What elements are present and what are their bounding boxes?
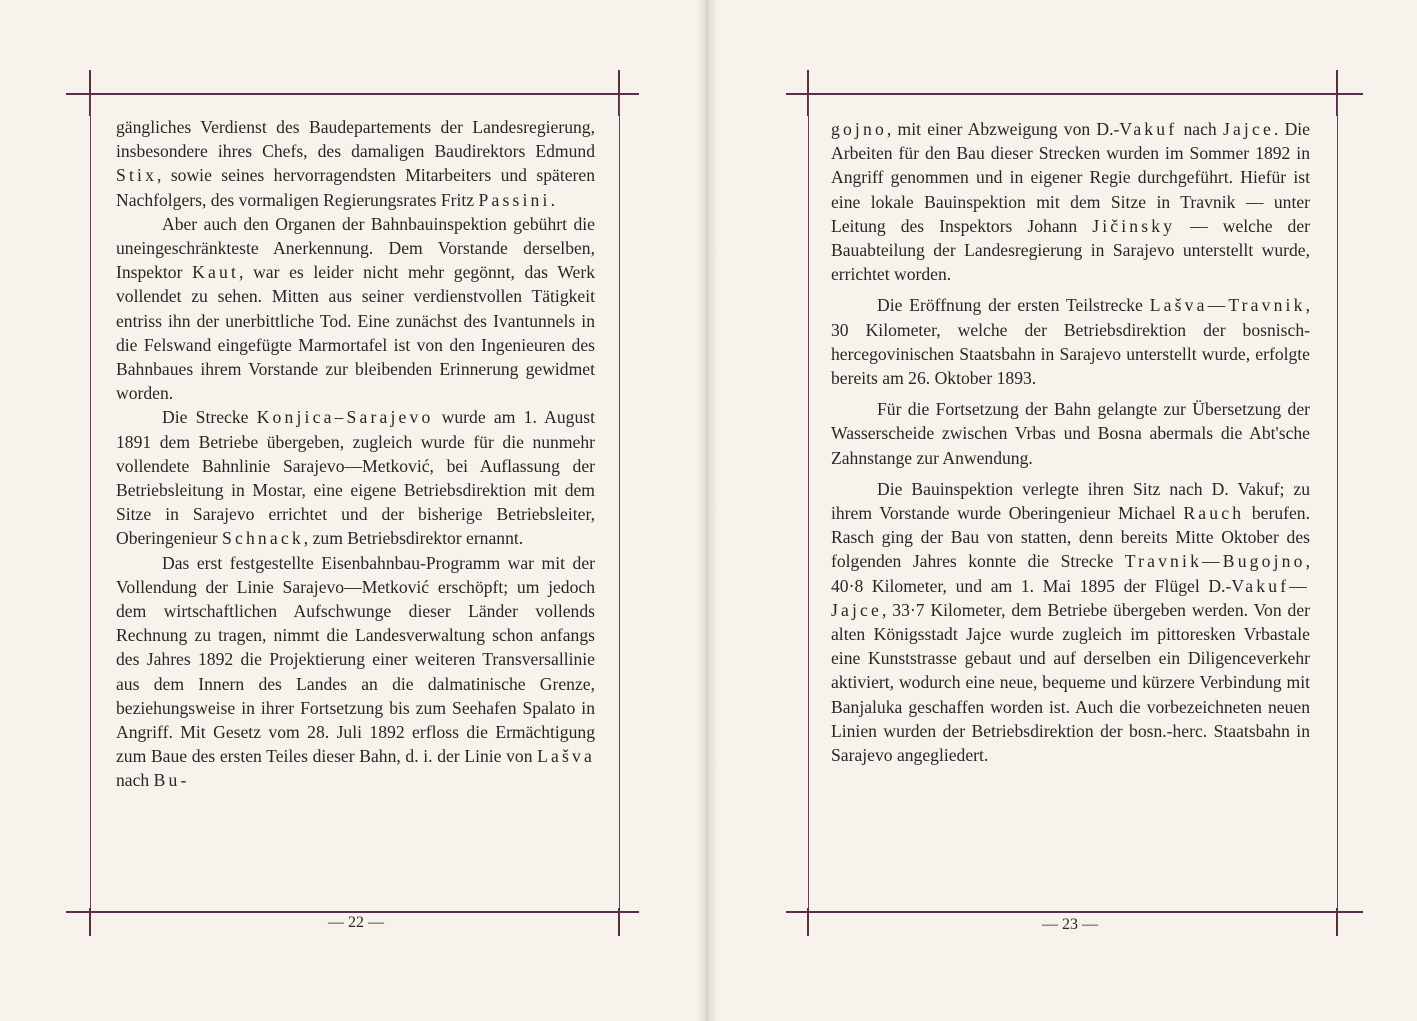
text-run: , war es leider nicht mehr gegönnt, das Werk vollendet zu sehen. Mitten aus seiner verdienstvollen Tätigkeit entriss ihn der unerbittliche Tod. Eine zunächst des Ivantunnels in die Felswand eingefügte Marmortafel ist von den Ingenieuren des Bahnbaues ihrem Vorstande zur bleibenden Erinnerung gewidmet worden. (116, 262, 595, 404)
spaced-name: Konjica–Sarajevo (256, 407, 434, 428)
paragraph (831, 397, 1310, 470)
page-number-22: — 22 — (328, 914, 384, 931)
paragraph (831, 477, 1310, 767)
left-frame-left (90, 95, 91, 912)
text-run: nach (116, 770, 154, 791)
spaced-name: Vakuf (1119, 119, 1178, 139)
right-frame-right (1337, 95, 1338, 912)
right-top-rule (786, 93, 1363, 95)
text-run: berufen. Rasch ging der Bau von statten, denn bereits Mitte Oktober des folgenden Jahres konnte die Strecke (831, 503, 1310, 572)
right-bottom-tick-right (1336, 908, 1338, 936)
text-run: gängliches Verdienst des Baudepartements der Landesregierung, insbesondere ihres Chefs, des damaligen Baudirektors Edmund (116, 117, 595, 162)
paragraph (116, 551, 595, 793)
paragraph (831, 117, 1310, 286)
text-run: , 33·7 Kilometer, dem Betriebe übergeben werden. Von der alten Königsstadt Jajce wurde zugleich im pittoresken Vrbastale eine Kunststrasse gebaut und auf derselben ein Diligenceverkehr aktiviert, wodurch eine neue, bequeme und kürzere Verbindung mit Banjaluka geschaffen worden ist. Auch die vorbezeichneten neuen Linien wurden der Betriebsdirektion der bosn.-herc. Staatsbahn in Sarajevo angegliedert. (831, 599, 1310, 766)
spaced-name: Rauch (1183, 503, 1245, 524)
right-bottom-rule (786, 911, 1363, 913)
text-run: nach (1177, 119, 1223, 139)
left-body-text (116, 115, 595, 793)
spaced-name: Travnik—Bugojno (1124, 551, 1306, 572)
text-run: Die Strecke (162, 407, 257, 428)
spaced-name: Bu- (153, 770, 190, 791)
left-bottom-rule (66, 911, 639, 913)
spaced-name: Lašva—Travnik (1149, 295, 1306, 316)
left-page (0, 0, 700, 1021)
text-run: Das erst festgestellte Eisenbahnbau-Programm war mit der Vollendung der Linie Sarajevo—Metković erschöpft; um jedoch dem wirtschaftlichen Aufschwunge dieser Länder vollends Rechnung zu tragen, nimmt die Landesverwaltung schon anfangs des Jahres 1892 die Projektierung einer weiteren Transversallinie aus dem Innern des Landes an die dalmatinische Grenze, beziehungsweise in ihrer Fortsetzung bis zum Seehafen Spalato in Angriff. Mit Gesetz vom 28. Juli 1892 erfloss die Ermächtigung zum Baue des ersten Teiles dieser Bahn, d. i. der Linie von (116, 552, 595, 767)
left-bottom-tick-left (89, 908, 91, 936)
paragraph (116, 115, 595, 212)
text-run: Die Bauinspektion verlegte ihren Sitz nach D. Vakuf; zu ihrem Vorstande wurde Oberingenieur Michael (831, 478, 1310, 524)
text-run: , 40·8 Kilometer, und am 1. Mai 1895 der Flügel D.- (831, 551, 1310, 596)
right-bottom-tick-left (807, 908, 809, 936)
text-run: Für die Fortsetzung der Bahn gelangte zur Übersetzung der Wasserscheide zwischen Vrbas und Bosna abermals die Abt'sche Zahnstange zur Anwendung. (831, 399, 1310, 468)
spaced-name: Jičinsky (1092, 215, 1176, 236)
text-run: , mit einer Abzweigung von D.- (886, 119, 1120, 139)
spaced-name: gojno (831, 119, 887, 139)
spaced-name: Vakuf—Jajce (831, 575, 1310, 620)
paragraph (116, 405, 595, 550)
text-run: Die Eröffnung der ersten Teilstrecke (877, 295, 1150, 316)
right-body-text (831, 117, 1310, 767)
spaced-name: Passini (478, 189, 551, 210)
left-frame-right (619, 95, 620, 912)
paragraph (831, 293, 1310, 390)
paragraph (116, 212, 595, 406)
page-number-23: — 23 — (1042, 916, 1098, 933)
left-bottom-tick-right (618, 908, 620, 936)
spaced-name: Jajce (1222, 119, 1274, 139)
spaced-name: Schnack (222, 528, 304, 549)
left-top-rule (66, 93, 639, 95)
text-run: Aber auch den Organen der Bahnbauinspektion gebührt die uneingeschränkteste Anerkennung. Dem Vorstande derselben, Inspektor (116, 213, 595, 283)
spaced-name: Stix (116, 165, 158, 186)
right-frame-left (808, 95, 809, 912)
text-run: — welche der Bauabteilung der Landesregierung in Sarajevo unterstellt wurde, errichtet worden. (831, 215, 1310, 285)
text-run: , zum Betriebsdirektor ernannt. (303, 528, 524, 549)
spaced-name: Lašva (537, 746, 595, 767)
text-run: , 30 Kilometer, welche der Betriebsdirektion der bosnisch-hercegovinischen Staatsbahn in Sarajevo unterstellt wurde, erfolgte bereits am 26. Oktober 1893. (831, 295, 1310, 389)
spaced-name: Kaut (192, 262, 239, 283)
text-run: . Die Arbeiten für den Bau dieser Strecken wurden im Sommer 1892 in Angriff genommen und in eigener Regie durchgeführt. Hiefür ist eine lokale Bauinspektion mit dem Sitze in Travnik — unter Leitung des Inspektors Johann (831, 119, 1310, 236)
text-run: . (550, 189, 555, 210)
text-run: , sowie seines hervorragendsten Mitarbeiters und späteren Nachfolgers, des vormaligen Regierungsrates Fritz (116, 165, 595, 210)
text-run: wurde am 1. August 1891 dem Betriebe übergeben, zugleich wurde für die nunmehr vollendete Bahnlinie Sarajevo—Metković, bei Auflassung der Betriebsleitung in Mostar, eine eigene Betriebsdirektion mit dem Sitze in Sarajevo errichtet und der bisherige Betriebsleiter, Oberingenieur (116, 407, 595, 549)
right-page (708, 0, 1417, 1021)
